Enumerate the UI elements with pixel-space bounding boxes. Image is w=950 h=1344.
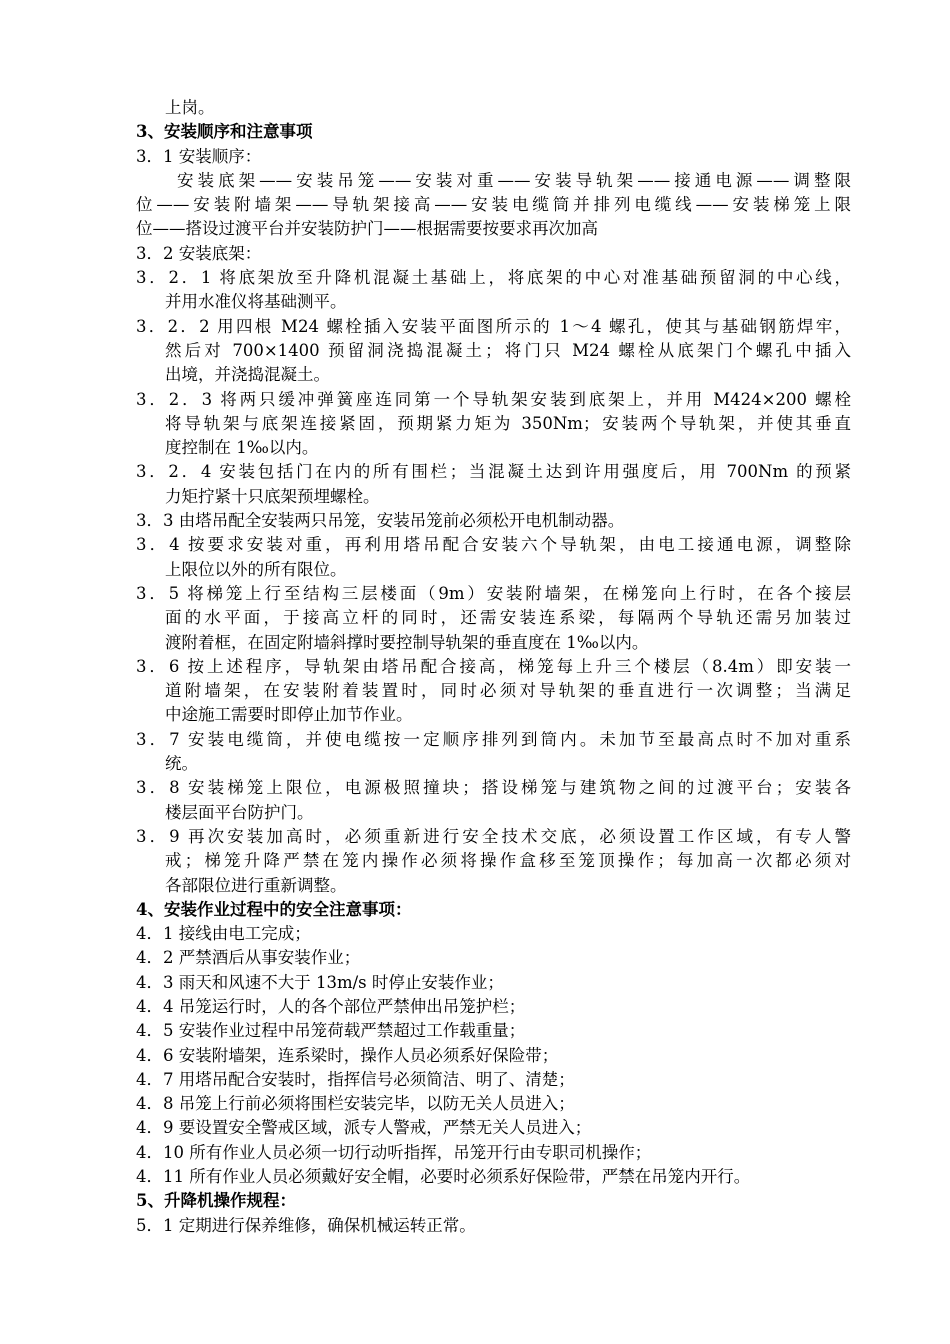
list-item-line: 3．9 再次安装加高时，必须重新进行安全技术交底，必须设置工作区域，有专人警 <box>136 826 851 846</box>
list-item-line: 力矩拧紧十只底架预埋螺栓。 <box>165 486 380 506</box>
list-item-line: 3．5 将梯笼上行至结构三层楼面（9m）安装附墙架，在梯笼向上行时，在各个接层 <box>136 583 851 603</box>
paragraph-line: 位——安装附墙架——导轨架接高——安装电缆筒并排列电缆线——安装梯笼上限 <box>136 195 851 215</box>
list-item-line: 并用水准仪将基础测平。 <box>165 292 347 312</box>
list-item-line: 3．2．2 用四根 M24 螺栓插入安装平面图所示的 1～4 螺孔，使其与基础钢筋焊牢， <box>136 316 851 336</box>
subsection-heading: 3．2 安装底架： <box>136 243 262 263</box>
list-item: 4．11 所有作业人员必须戴好安全帽，必要时必须系好保险带，严禁在吊笼内开行。 <box>136 1167 751 1187</box>
list-item-line: 3．7 安装电缆筒，并使电缆按一定顺序排列到筒内。未加节至最高点时不加对重系 <box>136 729 851 749</box>
list-item-line: 道附墙架，在安装附着装置时，同时必须对导轨架的垂直进行一次调整；当满足 <box>165 681 851 701</box>
list-item: 4．10 所有作业人员必须一切行动听指挥，吊笼开行由专职司机操作； <box>136 1142 652 1162</box>
document-page <box>136 96 851 1238</box>
list-item-line: 3．6 按上述程序，导轨架由塔吊配合接高，梯笼每上升三个楼层（8.4m）即安装一 <box>136 656 851 676</box>
list-item: 4．4 吊笼运行时，人的各个部位严禁伸出吊笼护栏； <box>136 996 526 1016</box>
list-item-line: 上限位以外的所有限位。 <box>165 559 347 579</box>
list-item: 4．3 雨天和风速不大于 13m/s 时停止安装作业； <box>136 972 504 992</box>
list-item: 4．5 安装作业过程中吊笼荷载严禁超过工作载重量； <box>136 1021 526 1041</box>
list-item-line: 楼层面平台防护门。 <box>165 802 314 822</box>
list-item-line: 中途施工需要时即停止加节作业。 <box>165 705 413 725</box>
list-item: 4．7 用塔吊配合安装时，指挥信号必须简洁、明了、清楚； <box>136 1069 575 1089</box>
list-item-line: 然后对 700×1400 预留洞浇捣混凝土；将门只 M24 螺栓从底架门个螺孔中插入 <box>165 340 851 360</box>
list-item-line: 将导轨架与底架连接紧固，预期紧力矩为 350Nm；安装两个导轨架，并使其垂直 <box>165 413 851 433</box>
section-heading-3: 3、安装顺序和注意事项 <box>136 122 313 142</box>
list-item: 4．6 安装附墙架，连系梁时，操作人员必须系好保险带； <box>136 1045 559 1065</box>
list-item-line: 度控制在 1‰以内。 <box>165 438 319 458</box>
list-item-line: 各部限位进行重新调整。 <box>165 875 347 895</box>
list-item: 4．2 严禁酒后从事安装作业； <box>136 948 361 968</box>
list-item-line: 渡附着框，在固定附墙斜撑时要控制导轨架的垂直度在 1‰以内。 <box>165 632 649 652</box>
list-item-line: 戒；梯笼升降严禁在笼内操作必须将操作盒移至笼顶操作；每加高一次都必须对 <box>165 851 851 871</box>
section-heading-4: 4、安装作业过程中的安全注意事项： <box>136 899 412 919</box>
list-item-line: 3．4 按要求安装对重，再利用塔吊配合安装六个导轨架，由电工接通电源，调整除 <box>136 535 851 555</box>
list-item-line: 统。 <box>165 754 198 774</box>
list-item-line: 3．3 由塔吊配全安装两只吊笼，安装吊笼前必须松开电机制动器。 <box>136 511 625 531</box>
list-item: 4．8 吊笼上行前必须将围栏安装完毕，以防无关人员进入； <box>136 1094 575 1114</box>
list-item-line: 3．8 安装梯笼上限位，电源极照撞块；搭设梯笼与建筑物之间的过渡平台；安装各 <box>136 778 851 798</box>
subsection-heading: 3．1 安装顺序： <box>136 146 262 166</box>
paragraph-line: 上岗。 <box>165 98 215 117</box>
list-item-line: 3．2．4 安装包括门在内的所有围栏；当混凝土达到许用强度后，用 700Nm 的预紧 <box>136 462 851 482</box>
list-item-line: 出境，并浇捣混凝土。 <box>165 365 330 385</box>
paragraph-line: 位——搭设过渡平台并安装防护门——根据需要按要求再次加高 <box>136 219 598 239</box>
list-item-line: 3．2．3 将两只缓冲弹簧座连同第一个导轨架安装到底架上，并用 M424×200 螺栓 <box>136 389 851 409</box>
list-item-line: 面的水平面，于接高立杆的同时，还需安装连系梁，每隔两个导轨还需另加装过 <box>165 608 851 628</box>
section-heading-5: 5、升降机操作规程： <box>136 1191 296 1211</box>
list-item-line: 3．2．1 将底架放至升降机混凝土基础上，将底架的中心对准基础预留洞的中心线， <box>136 268 851 288</box>
paragraph-line: 安装底架——安装吊笼——安装对重——安装导轨架——接通电源——调整限 <box>177 170 851 190</box>
list-item: 4．9 要设置安全警戒区域，派专人警戒，严禁无关人员进入； <box>136 1118 592 1138</box>
list-item: 5．1 定期进行保养维修，确保机械运转正常。 <box>136 1215 476 1235</box>
list-item: 4．1 接线由电工完成； <box>136 924 311 944</box>
